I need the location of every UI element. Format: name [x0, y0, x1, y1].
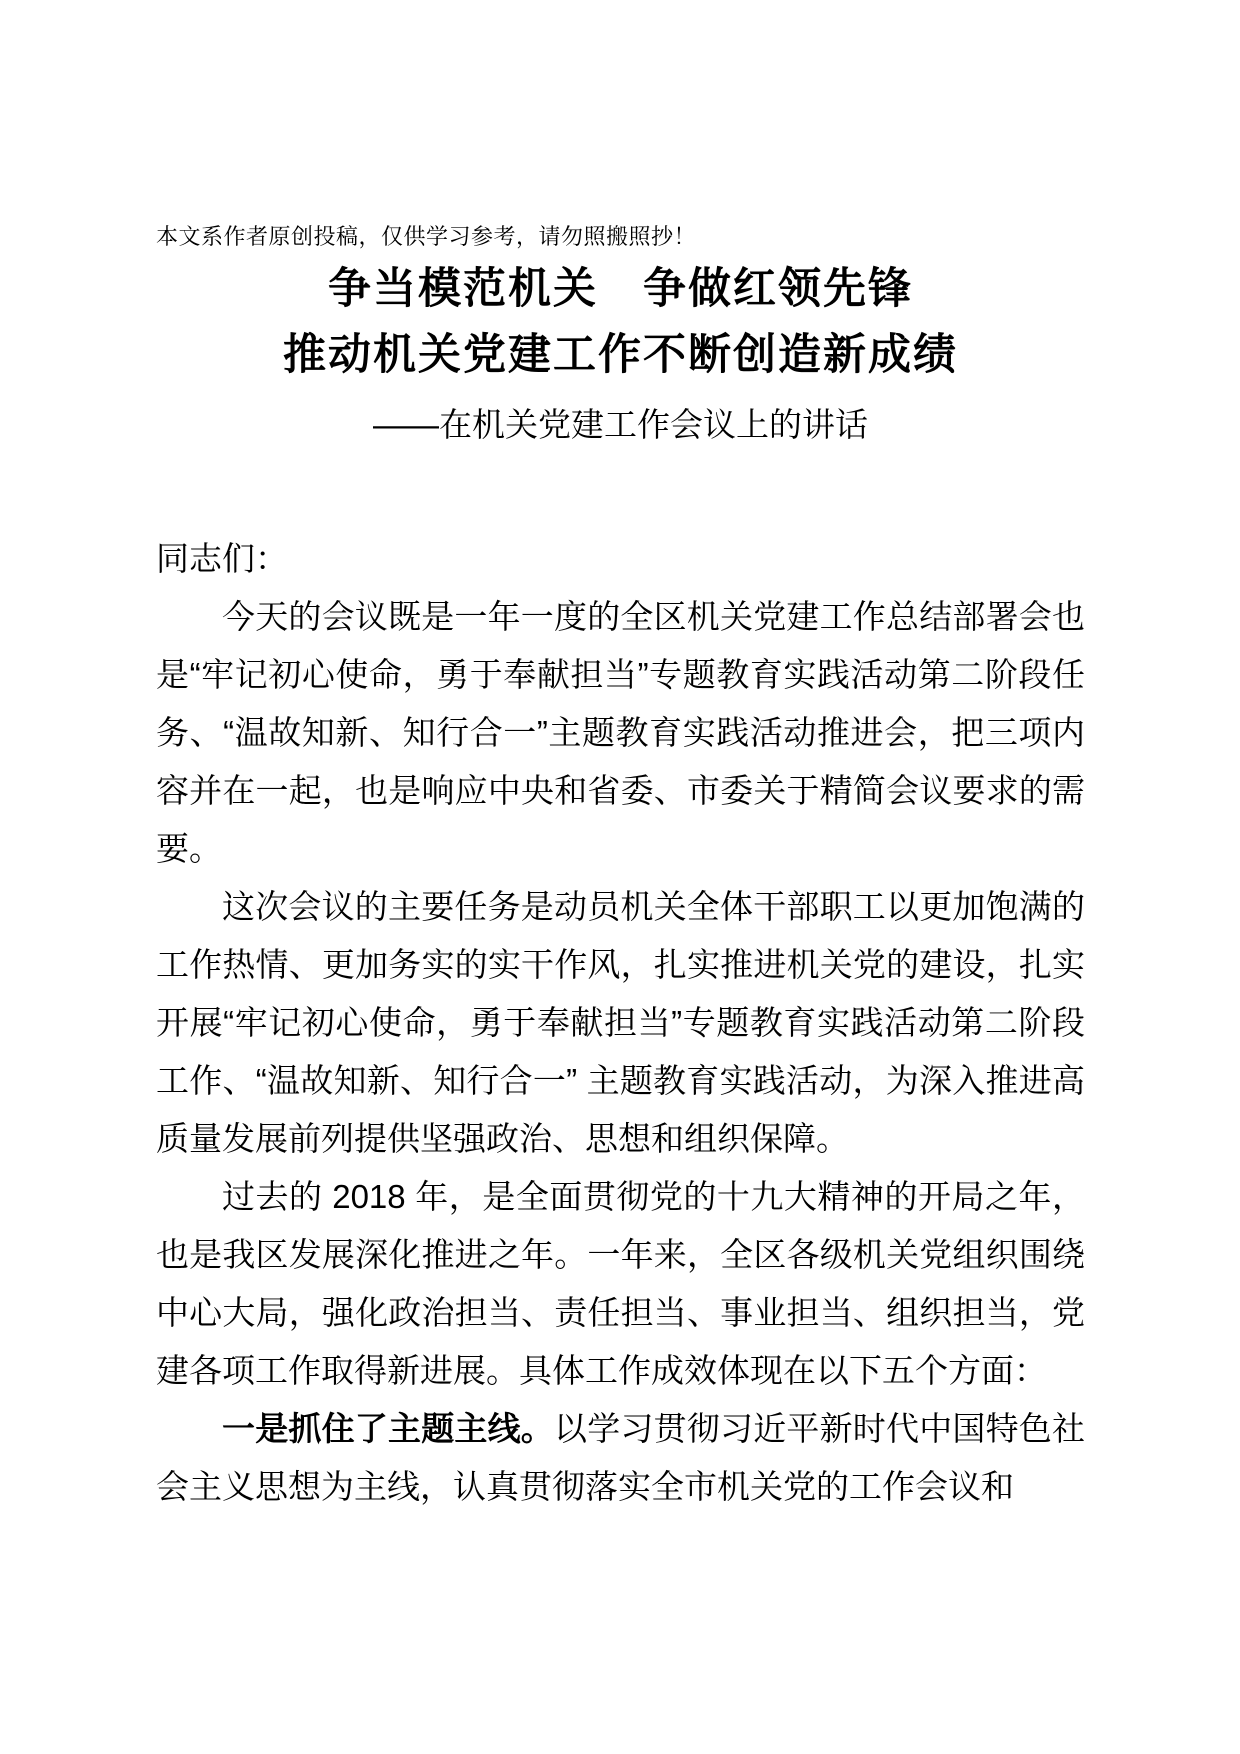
paragraph-2 [156, 878, 1085, 1168]
paragraph-3-text: 过去的 2018 年，是全面贯彻党的十九大精神的开局之年，也是我区发展深化推进之年。一年来，全区各级机关党组织围绕中心大局，强化政治担当、责任担当、事业担当、组织担当，党建各项工作取得新进展。具体工作成效体现在以下五个方面： [156, 1178, 1085, 1389]
paragraph-4 [156, 1400, 1085, 1516]
title-line-2: 推动机关党建工作不断创造新成绩 [283, 331, 958, 379]
paragraph-3 [156, 1168, 1085, 1400]
document-body [156, 530, 1085, 1516]
paragraph-4-text: 以学习贯彻习近平新时代中国特色社会主义思想为主线，认真贯彻落实全市机关党的工作会议和 [156, 1410, 1085, 1505]
document-subtitle: ——在机关党建工作会议上的讲话 [373, 406, 868, 443]
disclaimer-note: 本文系作者原创投稿，仅供学习参考，请勿照搬照抄！ [156, 224, 697, 249]
document-title [156, 256, 1085, 388]
paragraph-1 [156, 588, 1085, 878]
paragraph-1-text: 今天的会议既是一年一度的全区机关党建工作总结部署会也是“牢记初心使命，勇于奉献担当”专题教育实践活动第二阶段任务、“温故知新、知行合一”主题教育实践活动推进会，把三项内容并在一起，也是响应中央和省委、市委关于精简会议要求的需要。 [156, 598, 1085, 867]
title-line-1: 争当模范机关 争做红领先锋 [328, 265, 913, 313]
paragraph-4-lead: 一是抓住了主题主线。 [222, 1410, 554, 1447]
paragraph-2-text: 这次会议的主要任务是动员机关全体干部职工以更加饱满的工作热情、更加务实的实干作风，扎实推进机关党的建设，扎实开展“牢记初心使命，勇于奉献担当”专题教育实践活动第二阶段工作、“温故知新、知行合一” 主题教育实践活动，为深入推进高质量发展前列提供坚强政治、思想和组织保障。 [156, 888, 1085, 1157]
salutation: 同志们： [156, 540, 288, 577]
